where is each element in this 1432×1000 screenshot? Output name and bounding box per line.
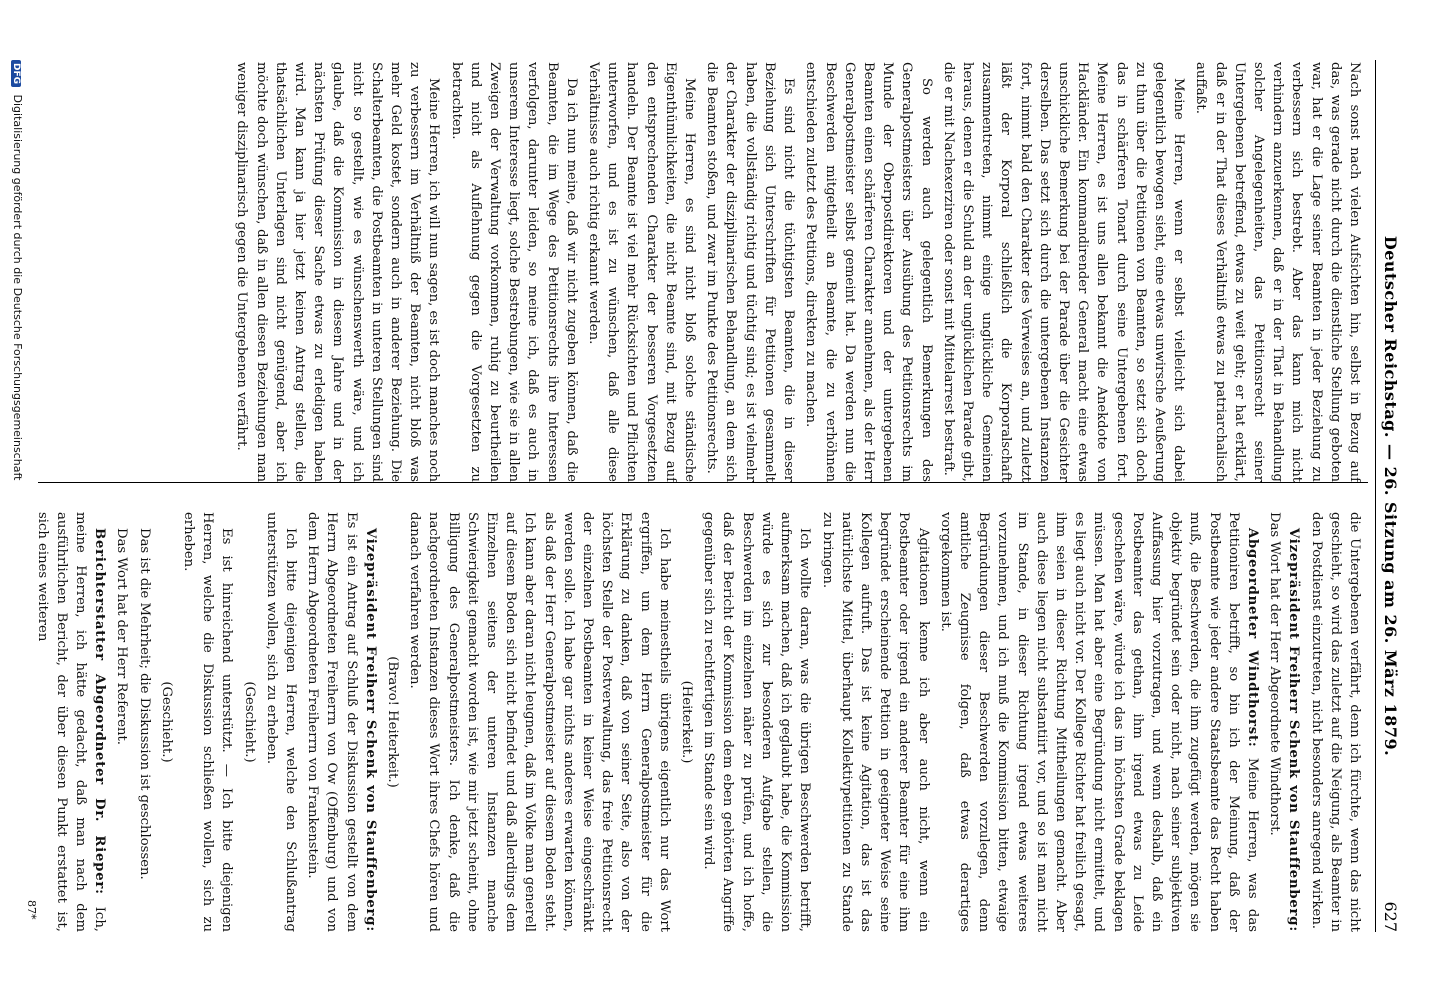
- paragraph: [936, 512, 1262, 932]
- paragraph: [699, 512, 814, 932]
- paragraph-text: (Geschieht.): [241, 681, 257, 763]
- paragraph: [1265, 512, 1303, 932]
- paragraph-text: Ich, meine Herren, ich hätte gedacht, daß man nach dem ausführlichen Bericht, der über diesen Punkt erstattet ist, sich eines weiteren: [34, 512, 108, 932]
- paragraph: [112, 512, 131, 932]
- paragraph-text: Meine Herren, wenn er selbst vielleicht sich dabei gelegentlich bewogen sieht, eine etwas unwirsche Aeußerung zu thun über die Petitionen von Beamten, so setzt sich doch das in schärferen Tonart durch seine Untergebenen fort. Meine Herren, es ist uns allen bekannt die Anekdote von Hackländer. Ein kommandirender General macht eine etwas unschickliche Bemerkung bei der Parade über die Gesichter derselben. Das setzt sich durch die untergebenen Instanzen fort, nimmt bald den Charakter des Verweises an, und zuletzt läßt der Korporal schließlich die Korporalschaft zusammentreten, nimmt einige unglückliche Gemeinen heraus, denen er die Schuld an der unglücklichen Parade gibt, die er mit Nachexerziren oder sonst mit Mittelarrest bestraft.: [940, 62, 1187, 482]
- digitization-note: Digitalisierung gefördert durch die Deutsche Forschungsgemeinschaft: [11, 94, 24, 481]
- paragraph: [239, 512, 258, 932]
- paragraph: [801, 62, 935, 482]
- speaker-name: Vizepräsident Freiherr Schenk von Stauffenberg:: [362, 528, 378, 932]
- paragraph: [32, 512, 109, 932]
- paragraph: [1306, 512, 1364, 932]
- right-text-column: [34, 512, 1364, 932]
- paragraph-text: Das Wort hat der Herr Referent.: [114, 528, 130, 745]
- paragraph: [405, 512, 674, 932]
- signature-mark: 87*: [25, 900, 38, 920]
- page-header: [1375, 60, 1400, 932]
- paragraph-text: Meine Herren, ich will nun sagen, es ist doch manches noch zu verbessern im Verhältniß der Beamten, nicht bloß was mehr Geld kostet, sondern auch in anderer Beziehung. Die Schalterbeamten, die Postbeamten in unteren Stellungen sind nicht so gestellt, wie es wünschenswerth wäre, und ich glaube, daß die Kommission in diesem Jahre und in der nächsten Prüfung dieser Sache etwas zu erledigen haben wird. Man kann ja hier jetzt keinen Antrag stellen, die thatsächlichen Unterlagen sind nicht genügend, aber ich möchte doch wünschen, daß in allen diesen Beziehungen man weniger disziplinarisch gegen die Untergebenen verfährt.: [234, 62, 442, 482]
- paragraph: [303, 512, 380, 932]
- paragraph-text: Ich bitte diejenigen Herren, welche den Schlußantrag unterstützen wollen, sich zu erheben.: [263, 512, 299, 932]
- paragraph: [1191, 62, 1364, 482]
- speaker-name: Berichterstatter Abgeordneter Dr. Rieper:: [92, 528, 108, 895]
- paragraph: [939, 62, 1189, 482]
- paragraph: [702, 62, 798, 482]
- paragraph-text: Da ich nun meine, daß wir nicht zugeben können, daß die Beamten, die im Wege des Petitionsrechts ihre Interessen verfolgen, darunter leiden, so meine ich, daß es auch in unserem Interesse liegt, solche Bestrebungen, wie sie in allen Zweigen der Verwaltung vorkommen, ruhig zu beurtheilen und nicht als Auflehnung gegen die Vorgesetzten zu betrachten.: [448, 62, 579, 482]
- paragraph: [584, 62, 699, 482]
- digitization-footer: [8, 60, 24, 940]
- speaker-name: Vizepräsident Freiherr Schenk von Stauffenberg:: [1286, 528, 1302, 932]
- paragraph: [179, 512, 237, 932]
- paragraph-text: Es sind nicht die tüchtigsten Beamten, die in dieser Beziehung sich Unterschriften für Petitionen gesammelt haben, die vollständig richtig und tüchtig sind; es ist vielmehr der Charakter der disziplinarischen Behandlung, an dem sich die Beamten stoßen, und zwar im Punkte des Petitionsrechts.: [704, 62, 797, 482]
- paragraph-text: Es ist ein Antrag auf Schluß der Diskussion gestellt von dem Herrn Abgeordneten Freiherrn von Ow (Offenburg) und von dem Herrn Abgeordneten Freiherrn von Frankenstein.: [305, 512, 359, 932]
- dfg-logo: DFG: [11, 60, 21, 87]
- paragraph: [677, 512, 696, 932]
- left-text-column: [39, 62, 1364, 482]
- paragraph-text: Ich wollte daran, was die übrigen Beschwerden betrifft, aufmerksam machen, daß ich geglaubt habe, die Kommission würde es sich zur besonderen Aufgabe stellen, die Beschwerden im einzelnen näher zu prüfen, und ich hoffe, daß der Bericht der Kommission dem eben gehörten Angriffe gegenüber sich zu rechtfertigen im Stande sein wird.: [701, 512, 813, 932]
- paragraph-text: Es ist hinreichend unterstützt. — Ich bitte diejenigen Herren, welche die Diskussion schließen wollen, sich zu erheben.: [181, 512, 235, 932]
- page-title: Deutscher Reichstag. — 26. Sitzung am 26. März 1879.: [1381, 235, 1400, 757]
- paragraph-text: Nach sonst nach vielen Aufsichten hin, selbst in Bezug auf das, was gerade nicht durch die dienstliche Stellung geboten war, hat er die Lage seiner Beamten in jeder Beziehung zu verbessern sich bestrebt. Aber das kann mich nicht verhindern anzuerkennen, daß er in der That in Behandlung solcher Angelegenheiten, das Petitionsrecht seiner Untergebenen betreffend, etwas zu weit geht; er hat erklärt, daß er in der That dieses Verhältniß etwas zu patriarchalisch auffaßt.: [1193, 62, 1362, 482]
- paragraph-text: Das ist die Mehrheit; die Diskussion ist geschlossen.: [136, 528, 152, 880]
- paragraph: [446, 62, 580, 482]
- paragraph: [817, 512, 932, 932]
- paragraph-text: (Bravo! Heiterkeit.): [385, 656, 401, 788]
- paragraph-text: Ich habe meinestheils übrigens eigentlich nur das Wort ergriffen, um dem Herrn Generalpostmeister für die Erklärung zu danken, daß von seiner Seite, also von der höchsten Stelle der Postverwaltung, das freie Petitionsrecht der einzelnen Postbeamten in keiner Weise eingeschränkt werden solle. Ich habe gar nichts anderes erwarten können, als daß der Herr Generalpostmeister auf diesem Boden steht. Ich kann aber daran nicht leugnen, daß im Volke man generell auf diesem Boden sich nicht befindet und daß allerdings dem Einzelnen seitens der unteren Instanzen manche Schwierigkeit gemacht worden ist, wie mir jetzt scheint, ohne Billigung des Generalpostmeisters. Ich denke, daß die nachgeordneten Instanzen dieses Wort ihres Chefs hören und danach verfahren werden.: [407, 512, 672, 932]
- page-number: 627: [1381, 901, 1400, 932]
- paragraph-text: Meine Herren, es sind nicht bloß solche ständische Eigenthümlichkeiten, die nicht Beamte sind, mit Bezug auf den entsprechenden Charakter der besseren Vorgesetzten handeln. Der Beamte ist viel mehr Rücksichten und Pflichten unterworfen, und es ist zu wünschen, daß alle diese Verhältnisse auch richtig erkannt werden.: [586, 62, 698, 482]
- paragraph: [232, 62, 443, 482]
- paragraph-text: Agitationen kenne ich aber auch nicht, wenn ein Postbeamter oder irgend ein anderer Beamter für eine ihm begründet erscheinende Petition in geeigneter Weise seine Kollegen aufruft. Das ist keine Agitation, das ist das natürlichste Mittel, überhaupt Kollektivpetitionen zu Stande zu bringen.: [819, 512, 931, 932]
- paragraph-text: So werden auch gelegentlich Bemerkungen des Generalpostmeisters über Ausübung des Petitionsrechts im Munde der Oberpostdirektoren und der untergebenen Beamten einen schärferen Charakter annehmen, als der Herr Generalpostmeister selbst gemeint hat. Da werden nun die Beschwerden mitgetheilt an Beamte, die zu verhöhnen entschieden zuletzt des Petitions, direkten zu machen.: [803, 62, 934, 482]
- paragraph-text: (Heiterkeit.): [679, 680, 695, 764]
- paragraph-text: (Geschieht.): [158, 681, 174, 763]
- paragraph: [262, 512, 300, 932]
- paragraph: [157, 512, 176, 932]
- paragraph: [134, 512, 153, 932]
- paragraph: [383, 512, 402, 932]
- paragraph-text: Meine Herren, was das Petitioniren betrifft, so bin ich der Meinung, daß der Postbeamte wie jeder andere Staatsbeamte das Recht haben muß, die Beschwerden, die ihm zugefügt werden, mögen sie objektiv begründet sein oder nicht, nach seiner subjektiven Auffassung hier vorzutragen, und wenn deshalb, daß ein Postbeamter das gethan, ihm irgend etwas zu Leide geschehen wäre, würde ich das im höchsten Grade beklagen müssen. Man hat aber eine Begründung nicht ermittelt, und es liegt auch nicht vor. Der Kollege Richter hat freilich gesagt, ihm seien in dieser Richtung Mittheilungen gemacht. Aber auch diese liegen nicht substantiirt vor, und so ist man nicht im Stande, in dieser Richtung irgend etwas weiteres vorzunehmen, und ich muß die Kommission bitten, etwaige Begründungen dieser Beschwerden vorzulegen, denn amtliche Zeugnisse folgen, daß etwas derartiges vorgekommen ist.: [937, 512, 1260, 932]
- paragraph-text: Das Wort hat der Herr Abgeordnete Windthorst.: [1267, 512, 1283, 836]
- speaker-name: Abgeordneter Windthorst:: [1244, 528, 1260, 748]
- paragraph-text: die Untergebenen verfährt, denn ich fürchte, wenn das nicht geschieht, so wird das zuletzt auf die Neigung, als Beamter in den Postdienst einzutreten, nicht besonders anregend wirken.: [1308, 512, 1362, 932]
- column-divider: [38, 482, 1368, 483]
